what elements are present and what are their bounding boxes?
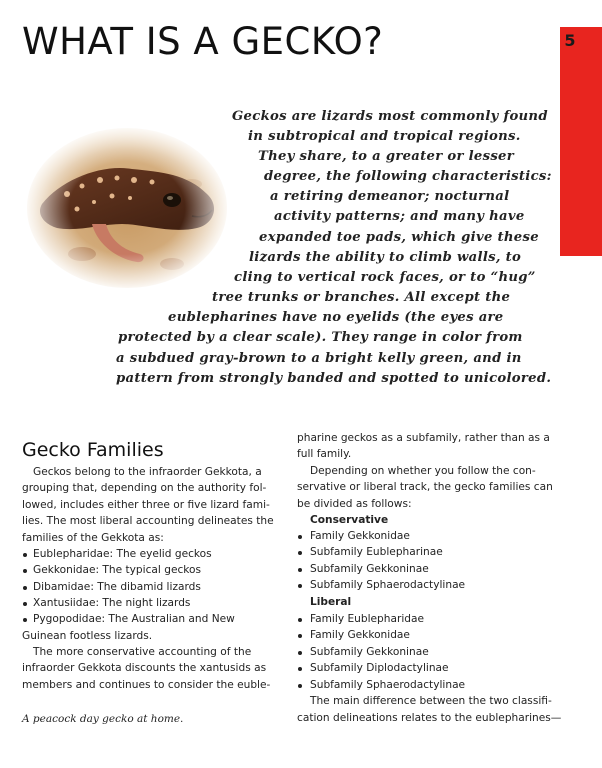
body-line: members and continues to consider the euble-: [22, 679, 271, 691]
gecko-photo: [22, 124, 232, 292]
bullet: [298, 651, 302, 655]
bullet: [298, 667, 302, 671]
intro-line: tree trunks or branches. All except the: [212, 290, 511, 305]
page-title: WHAT IS A GECKO?: [22, 20, 384, 63]
bullet: [298, 618, 302, 622]
family-item: Dibamidae: The dibamid lizards: [33, 581, 201, 593]
liberal-item: Subfamily Gekkoninae: [310, 646, 429, 658]
family-item: Pygopodidae: The Australian and New: [33, 613, 235, 625]
bullet: [298, 634, 302, 638]
bullet: [298, 568, 302, 572]
body-line: infraorder Gekkota discounts the xantusids as: [22, 662, 267, 674]
body-line: Depending on whether you follow the con-: [310, 465, 536, 477]
page-number: 5: [564, 31, 576, 50]
body-line: cation delineations relates to the eublepharines—: [297, 712, 562, 724]
intro-line: degree, the following characteristics:: [264, 169, 552, 184]
body-line: lies. The most liberal accounting delineates the: [22, 515, 274, 527]
intro-line: cling to vertical rock faces, or to “hug”: [234, 270, 536, 285]
intro-line: protected by a clear scale). They range in color from: [118, 330, 523, 345]
bullet: [298, 684, 302, 688]
bullet: [23, 602, 27, 606]
bullet: [23, 586, 27, 590]
body-line: Geckos belong to the infraorder Gekkota, a: [33, 466, 262, 478]
intro-line: a retiring demeanor; nocturnal: [270, 189, 510, 204]
conservative-heading: Conservative: [310, 514, 389, 526]
page-number-tab: [560, 27, 602, 256]
body-line: families of the Gekkota as:: [22, 532, 164, 544]
section-heading: Gecko Families: [22, 439, 164, 461]
liberal-item: Subfamily Sphaerodactylinae: [310, 679, 466, 691]
body-line: lowed, includes either three or five lizard fami-: [22, 499, 270, 511]
bullet: [23, 569, 27, 573]
family-item: Gekkonidae: The typical geckos: [33, 564, 202, 576]
body-line: The more conservative accounting of the: [33, 646, 252, 658]
conservative-item: Subfamily Sphaerodactylinae: [310, 579, 466, 591]
body-line: servative or liberal track, the gecko families can: [297, 481, 553, 493]
intro-line: in subtropical and tropical regions.: [248, 129, 521, 144]
bullet: [23, 618, 27, 622]
conservative-item: Family Gekkonidae: [310, 530, 410, 542]
family-item: Eublepharidae: The eyelid geckos: [33, 548, 212, 560]
intro-line: lizards the ability to climb walls, to: [249, 250, 522, 265]
bullet: [298, 584, 302, 588]
bullet: [23, 553, 27, 557]
intro-line: They share, to a greater or lesser: [258, 149, 514, 164]
bullet: [298, 535, 302, 539]
intro-line: eublepharines have no eyelids (the eyes are: [168, 310, 504, 325]
conservative-item: Subfamily Gekkoninae: [310, 563, 429, 575]
bullet: [298, 551, 302, 555]
body-line: grouping that, depending on the authority fol-: [22, 482, 267, 494]
photo-caption: A peacock day gecko at home.: [22, 713, 184, 725]
conservative-item: Subfamily Eublepharinae: [310, 546, 443, 558]
intro-line: activity patterns; and many have: [274, 209, 525, 224]
body-line: full family.: [297, 448, 352, 460]
body-line: pharine geckos as a subfamily, rather than as a: [297, 432, 550, 444]
liberal-heading: Liberal: [310, 596, 352, 608]
body-line: The main difference between the two classifi-: [310, 695, 552, 707]
intro-line: pattern from strongly banded and spotted to unicolored.: [116, 371, 552, 386]
liberal-item: Family Eublepharidae: [310, 613, 425, 625]
liberal-item: Family Gekkonidae: [310, 629, 410, 641]
intro-line: Geckos are lizards most commonly found: [232, 109, 548, 124]
intro-line: expanded toe pads, which give these: [259, 230, 539, 245]
family-item-continued: Guinean footless lizards.: [22, 630, 153, 642]
body-line: be divided as follows:: [297, 498, 412, 510]
intro-line: a subdued gray-brown to a bright kelly green, and in: [116, 351, 522, 366]
family-item: Xantusiidae: The night lizards: [33, 597, 191, 609]
liberal-item: Subfamily Diplodactylinae: [310, 662, 449, 674]
